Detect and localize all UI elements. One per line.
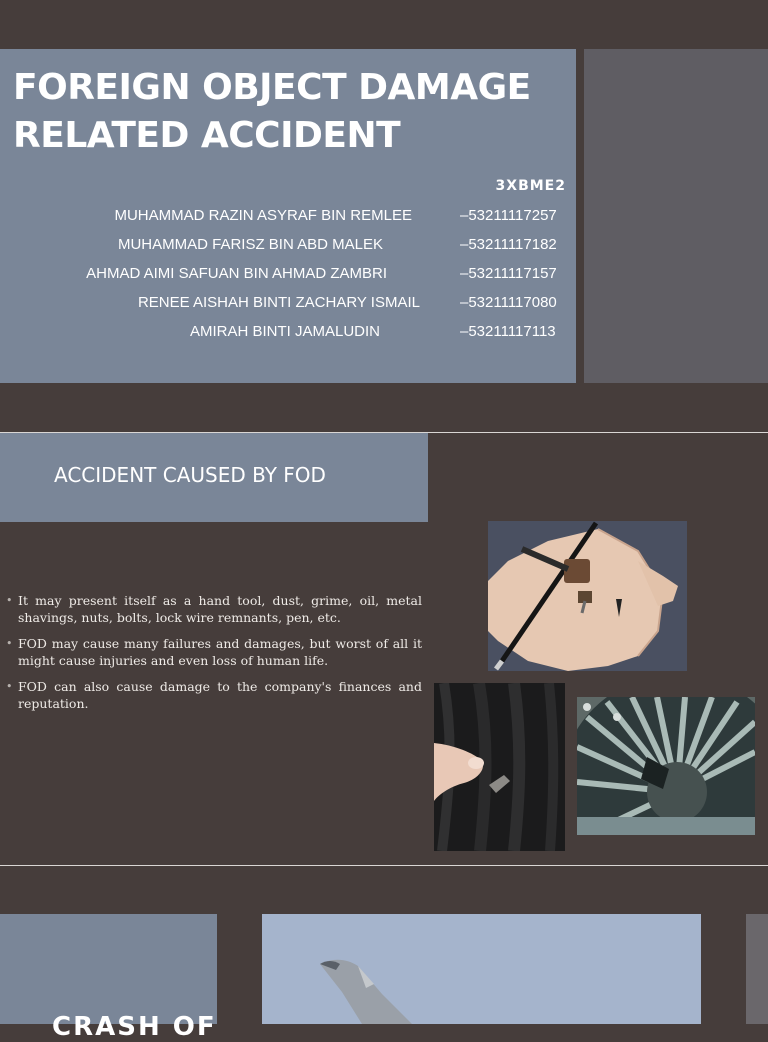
aircraft-photo: [262, 914, 701, 1024]
damaged-engine-fan-photo: [577, 697, 755, 835]
section-heading: ACCIDENT CAUSED BY FOD: [54, 463, 326, 487]
title-slide-side-panel: [584, 49, 768, 383]
slide3-title-panel: [0, 914, 217, 1024]
member-id: –53211117113: [460, 323, 556, 340]
class-code: 3XBME2: [495, 178, 566, 194]
bullet-item: • FOD may cause many failures and damages, but worst of all it might cause injuries and even loss of human life.: [6, 635, 422, 669]
member-name: AHMAD AIMI SAFUAN BIN AHMAD ZAMBRI: [86, 265, 387, 282]
slide-title-line-1: FOREIGN OBJECT DAMAGE: [13, 67, 531, 108]
member-name: MUHAMMAD RAZIN ASYRAF BIN REMLEE: [114, 207, 412, 224]
slide-title: [13, 64, 573, 160]
member-name: RENEE AISHAH BINTI ZACHARY ISMAIL: [137, 294, 420, 311]
bullet-list: [6, 592, 422, 721]
member-name: AMIRAH BINTI JAMALUDIN: [189, 323, 380, 340]
tire-damage-photo: [434, 683, 565, 851]
slide-title-line-2: RELATED ACCIDENT: [13, 115, 401, 156]
bullet-item: • It may present itself as a hand tool, dust, grime, oil, metal shavings, nuts, bolts, lock wire remnants, pen, etc.: [6, 592, 422, 626]
slide3-side-panel: [746, 914, 768, 1024]
member-id: –53211117182: [460, 236, 557, 253]
member-id: –53211117257: [460, 207, 557, 224]
member-id: –53211117080: [460, 294, 557, 311]
member-name: MUHAMMAD FARISZ BIN ABD MALEK: [117, 236, 383, 253]
slide-divider: [0, 865, 768, 866]
fod-items-in-hand-photo: [488, 521, 687, 671]
slide3-title: CRASH OF: [52, 1012, 217, 1042]
bullet-item: • FOD can also cause damage to the company's finances and reputation.: [6, 678, 422, 712]
member-id: –53211117157: [460, 265, 557, 282]
